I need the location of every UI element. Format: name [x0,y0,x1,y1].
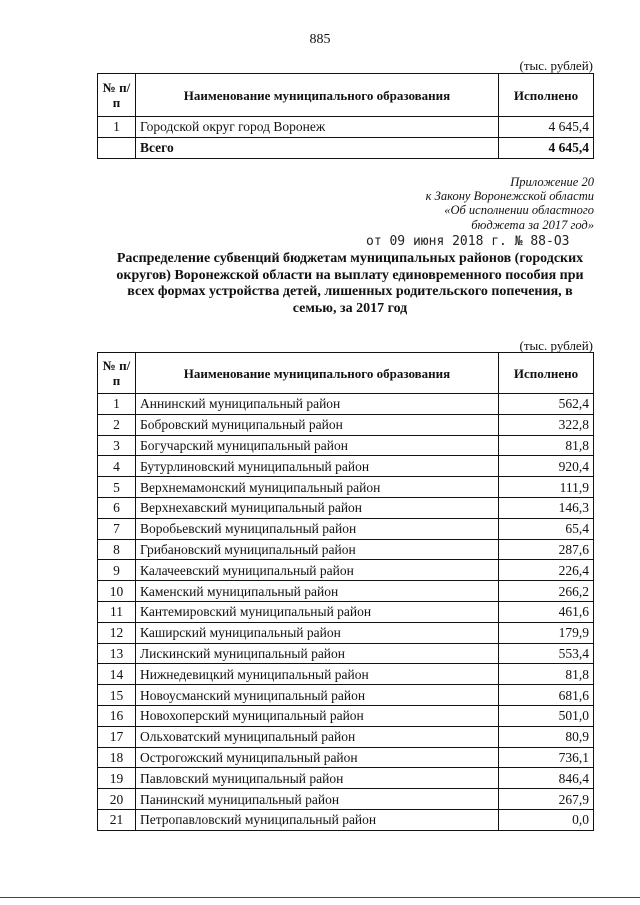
table-row [98,117,594,138]
row-value: 146,3 [499,497,594,518]
appendix-line: Приложение 20 [510,175,594,189]
row-value: 562,4 [499,394,594,415]
table-row [98,726,594,747]
row-num: 21 [98,809,136,830]
table-row [98,394,594,415]
row-name: Нижнедевицкий муниципальный район [136,664,499,685]
table-row [98,581,594,602]
total-row [98,137,594,158]
header-name: Наименование муниципального образования [136,353,499,394]
row-name: Богучарский муниципальный район [136,435,499,456]
header-value: Исполнено [499,353,594,394]
table-row [98,664,594,685]
row-name: Верхнемамонский муниципальный район [136,477,499,498]
document-heading: Распределение субвенций бюджетам муниципальных районов (городских округов) Воронежской области на выплату единовременного пособия при всех формах устройства детей, лишенных родительского попечения, в семью, за 2017 год [116,251,584,316]
row-value: 226,4 [499,560,594,581]
row-num: 1 [98,394,136,415]
row-value: 322,8 [499,414,594,435]
decree-stamp: от 09 июня 2018 г. № 88-ОЗ [366,234,570,249]
row-name: Бутурлиновский муниципальный район [136,456,499,477]
appendix-line: «Об исполнении областного [444,203,594,218]
row-value: 266,2 [499,581,594,602]
table-subventions [97,352,594,831]
table-row [98,518,594,539]
row-num: 13 [98,643,136,664]
row-num: 4 [98,456,136,477]
row-value: 553,4 [499,643,594,664]
table-row [98,809,594,830]
units-label: (тыс. рублей) [519,58,593,73]
table-header-row [98,353,594,394]
row-num: 20 [98,789,136,810]
table-row [98,705,594,726]
row-name: Павловский муниципальный район [136,768,499,789]
row-num: 3 [98,435,136,456]
row-num: 2 [98,414,136,435]
row-name: Петропавловский муниципальный район [136,809,499,830]
row-name: Острогожский муниципальный район [136,747,499,768]
scan-bottom-edge [0,897,640,898]
row-num: 1 [98,117,136,138]
row-name: Воробьевский муниципальный район [136,518,499,539]
page-number: 885 [309,32,331,47]
row-value: 179,9 [499,622,594,643]
total-value: 4 645,4 [499,137,594,158]
table-voronezh-total [97,73,594,159]
table-header-row [98,74,594,117]
table-row [98,789,594,810]
row-name: Аннинский муниципальный район [136,394,499,415]
header-value: Исполнено [499,74,594,117]
row-name: Кантемировский муниципальный район [136,601,499,622]
appendix-note [426,175,594,232]
row-value: 920,4 [499,456,594,477]
row-value: 267,9 [499,789,594,810]
row-num: 16 [98,705,136,726]
row-name: Верхнехавский муниципальный район [136,497,499,518]
header-num: № п/п [98,74,136,117]
row-value: 65,4 [499,518,594,539]
row-num: 10 [98,581,136,602]
row-value: 736,1 [499,747,594,768]
row-num: 17 [98,726,136,747]
row-num: 5 [98,477,136,498]
row-value: 81,8 [499,664,594,685]
row-name: Каменский муниципальный район [136,581,499,602]
row-num: 9 [98,560,136,581]
table-row [98,622,594,643]
row-name: Новоусманский муниципальный район [136,685,499,706]
appendix-line: бюджета за 2017 год» [471,217,594,232]
table-row [98,560,594,581]
row-value: 80,9 [499,726,594,747]
row-name: Новохоперский муниципальный район [136,705,499,726]
table-row [98,747,594,768]
total-label: Всего [136,137,499,158]
row-value: 846,4 [499,768,594,789]
row-value: 0,0 [499,809,594,830]
row-value: 4 645,4 [499,117,594,138]
table-row [98,768,594,789]
row-num: 12 [98,622,136,643]
appendix-line: к Закону Воронежской области [425,189,594,204]
table-row [98,435,594,456]
row-name: Каширский муниципальный район [136,622,499,643]
header-name: Наименование муниципального образования [136,74,499,117]
row-value: 461,6 [499,601,594,622]
row-num: 15 [98,685,136,706]
row-num: 7 [98,518,136,539]
table-row [98,497,594,518]
row-name: Лискинский муниципальный район [136,643,499,664]
row-name: Ольховатский муниципальный район [136,726,499,747]
table-row [98,601,594,622]
row-name: Панинский муниципальный район [136,789,499,810]
table-row [98,456,594,477]
row-name: Городской округ город Воронеж [136,117,499,138]
row-num: 11 [98,601,136,622]
row-name: Бобровский муниципальный район [136,414,499,435]
table-row [98,477,594,498]
row-num: 19 [98,768,136,789]
table-row [98,685,594,706]
row-num: 6 [98,497,136,518]
row-value: 501,0 [499,705,594,726]
table-row [98,643,594,664]
row-num: 18 [98,747,136,768]
row-name: Калачеевский муниципальный район [136,560,499,581]
row-value: 81,8 [499,435,594,456]
row-num: 14 [98,664,136,685]
row-name: Грибановский муниципальный район [136,539,499,560]
table-row [98,539,594,560]
table-row [98,414,594,435]
header-num: № п/п [98,353,136,394]
row-value: 111,9 [499,477,594,498]
total-num-cell [98,137,136,158]
row-value: 287,6 [499,539,594,560]
units-label: (тыс. рублей) [519,338,593,353]
row-value: 681,6 [499,685,594,706]
row-num: 8 [98,539,136,560]
